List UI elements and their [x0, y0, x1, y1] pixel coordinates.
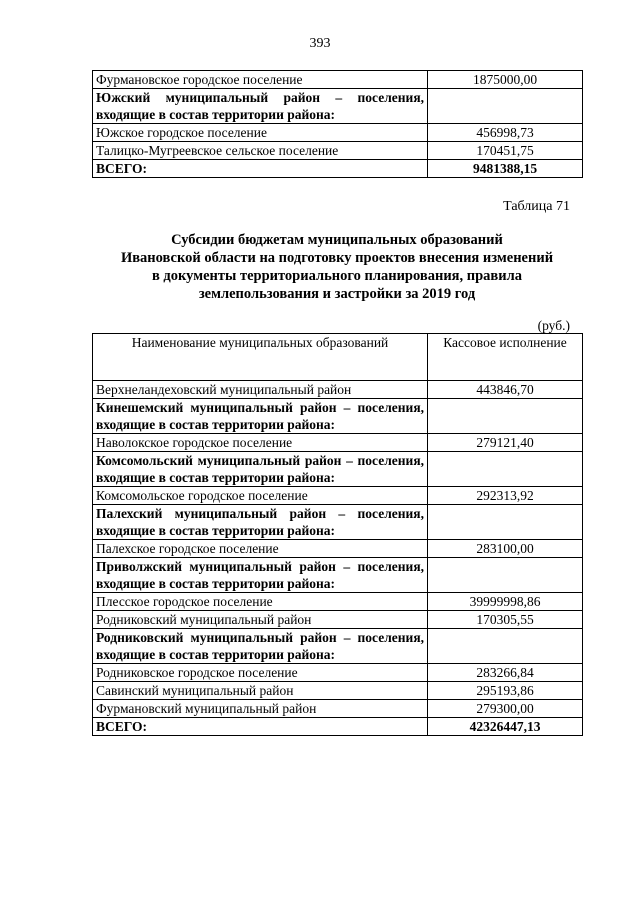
- title-line: Ивановской области на подготовку проектов внесения изменений: [120, 250, 554, 266]
- table-row: [93, 381, 583, 399]
- subsidy-table-71: [92, 333, 583, 736]
- amount-value: [428, 558, 583, 593]
- amount-value: 283100,00: [428, 540, 583, 558]
- table-title: [92, 231, 582, 303]
- amount-value: [428, 89, 583, 124]
- municipality-name: ВСЕГО:: [93, 160, 428, 178]
- table-row: [93, 71, 583, 89]
- table-row: [93, 89, 583, 124]
- amount-value: 443846,70: [428, 381, 583, 399]
- amount-value: 170451,75: [428, 142, 583, 160]
- amount-value: [428, 629, 583, 664]
- municipality-name: Палехское городское поселение: [93, 540, 428, 558]
- amount-value: 292313,92: [428, 487, 583, 505]
- municipality-name: Савинский муниципальный район: [93, 682, 428, 700]
- municipality-name: Комсомольское городское поселение: [93, 487, 428, 505]
- municipality-name: Наволокское городское поселение: [93, 434, 428, 452]
- amount-value: 283266,84: [428, 664, 583, 682]
- title-line: землепользования и застройки за 2019 год: [198, 286, 476, 302]
- amount-value: 170305,55: [428, 611, 583, 629]
- amount-value: [428, 399, 583, 434]
- amount-value: 279121,40: [428, 434, 583, 452]
- table-row: [93, 399, 583, 434]
- amount-value: 1875000,00: [428, 71, 583, 89]
- amount-value: [428, 452, 583, 487]
- amount-value: 39999998,86: [428, 593, 583, 611]
- municipality-name: Верхнеландеховский муниципальный район: [93, 381, 428, 399]
- page-number: 393: [309, 36, 331, 51]
- table-row: [93, 505, 583, 540]
- amount-value: 279300,00: [428, 700, 583, 718]
- table-row: [93, 434, 583, 452]
- table-row: [93, 593, 583, 611]
- municipality-name: Кинешемский муниципальный район – поселения, входящие в состав территории района:: [93, 399, 428, 434]
- table-row: [93, 540, 583, 558]
- table-row: [93, 700, 583, 718]
- municipality-name: Палехский муниципальный район – поселения, входящие в состав территории района:: [93, 505, 428, 540]
- title-line: Субсидии бюджетам муниципальных образований: [171, 232, 503, 248]
- municipality-name: Южский муниципальный район – поселения, входящие в состав территории района:: [93, 89, 428, 124]
- amount-value: [428, 505, 583, 540]
- municipality-name: Родниковский муниципальный район – поселения, входящие в состав территории района:: [93, 629, 428, 664]
- amount-value: 295193,86: [428, 682, 583, 700]
- amount-value: 42326447,13: [428, 718, 583, 736]
- table-row: [93, 682, 583, 700]
- municipality-name: Фурмановское городское поселение: [93, 71, 428, 89]
- table-row: [93, 718, 583, 736]
- table-row: [93, 487, 583, 505]
- table-row: [93, 142, 583, 160]
- table-row: [93, 124, 583, 142]
- title-line: в документы территориального планирования, правила: [151, 268, 523, 284]
- table-row: [93, 558, 583, 593]
- municipality-name: Приволжский муниципальный район – поселения, входящие в состав территории района:: [93, 558, 428, 593]
- table-number: Таблица 71: [503, 199, 570, 214]
- municipality-name: Южское городское поселение: [93, 124, 428, 142]
- table-row: [93, 160, 583, 178]
- municipality-name: ВСЕГО:: [93, 718, 428, 736]
- amount-value: 9481388,15: [428, 160, 583, 178]
- table-header-row: [93, 334, 583, 381]
- municipality-name: Плесское городское поселение: [93, 593, 428, 611]
- header-name-column: Наименование муниципальных образований: [93, 334, 428, 381]
- municipality-name: Родниковский муниципальный район: [93, 611, 428, 629]
- header-value-column: Кассовое исполнение: [428, 334, 583, 381]
- municipality-name: Талицко-Мугреевское сельское поселение: [93, 142, 428, 160]
- unit-label: (руб.): [537, 318, 570, 333]
- table-row: [93, 629, 583, 664]
- municipality-name: Комсомольский муниципальный район – поселения, входящие в состав территории района:: [93, 452, 428, 487]
- municipality-name: Родниковское городское поселение: [93, 664, 428, 682]
- subsidy-table-continued: [92, 70, 583, 178]
- table-row: [93, 611, 583, 629]
- amount-value: 456998,73: [428, 124, 583, 142]
- table-row: [93, 664, 583, 682]
- municipality-name: Фурмановский муниципальный район: [93, 700, 428, 718]
- table-row: [93, 452, 583, 487]
